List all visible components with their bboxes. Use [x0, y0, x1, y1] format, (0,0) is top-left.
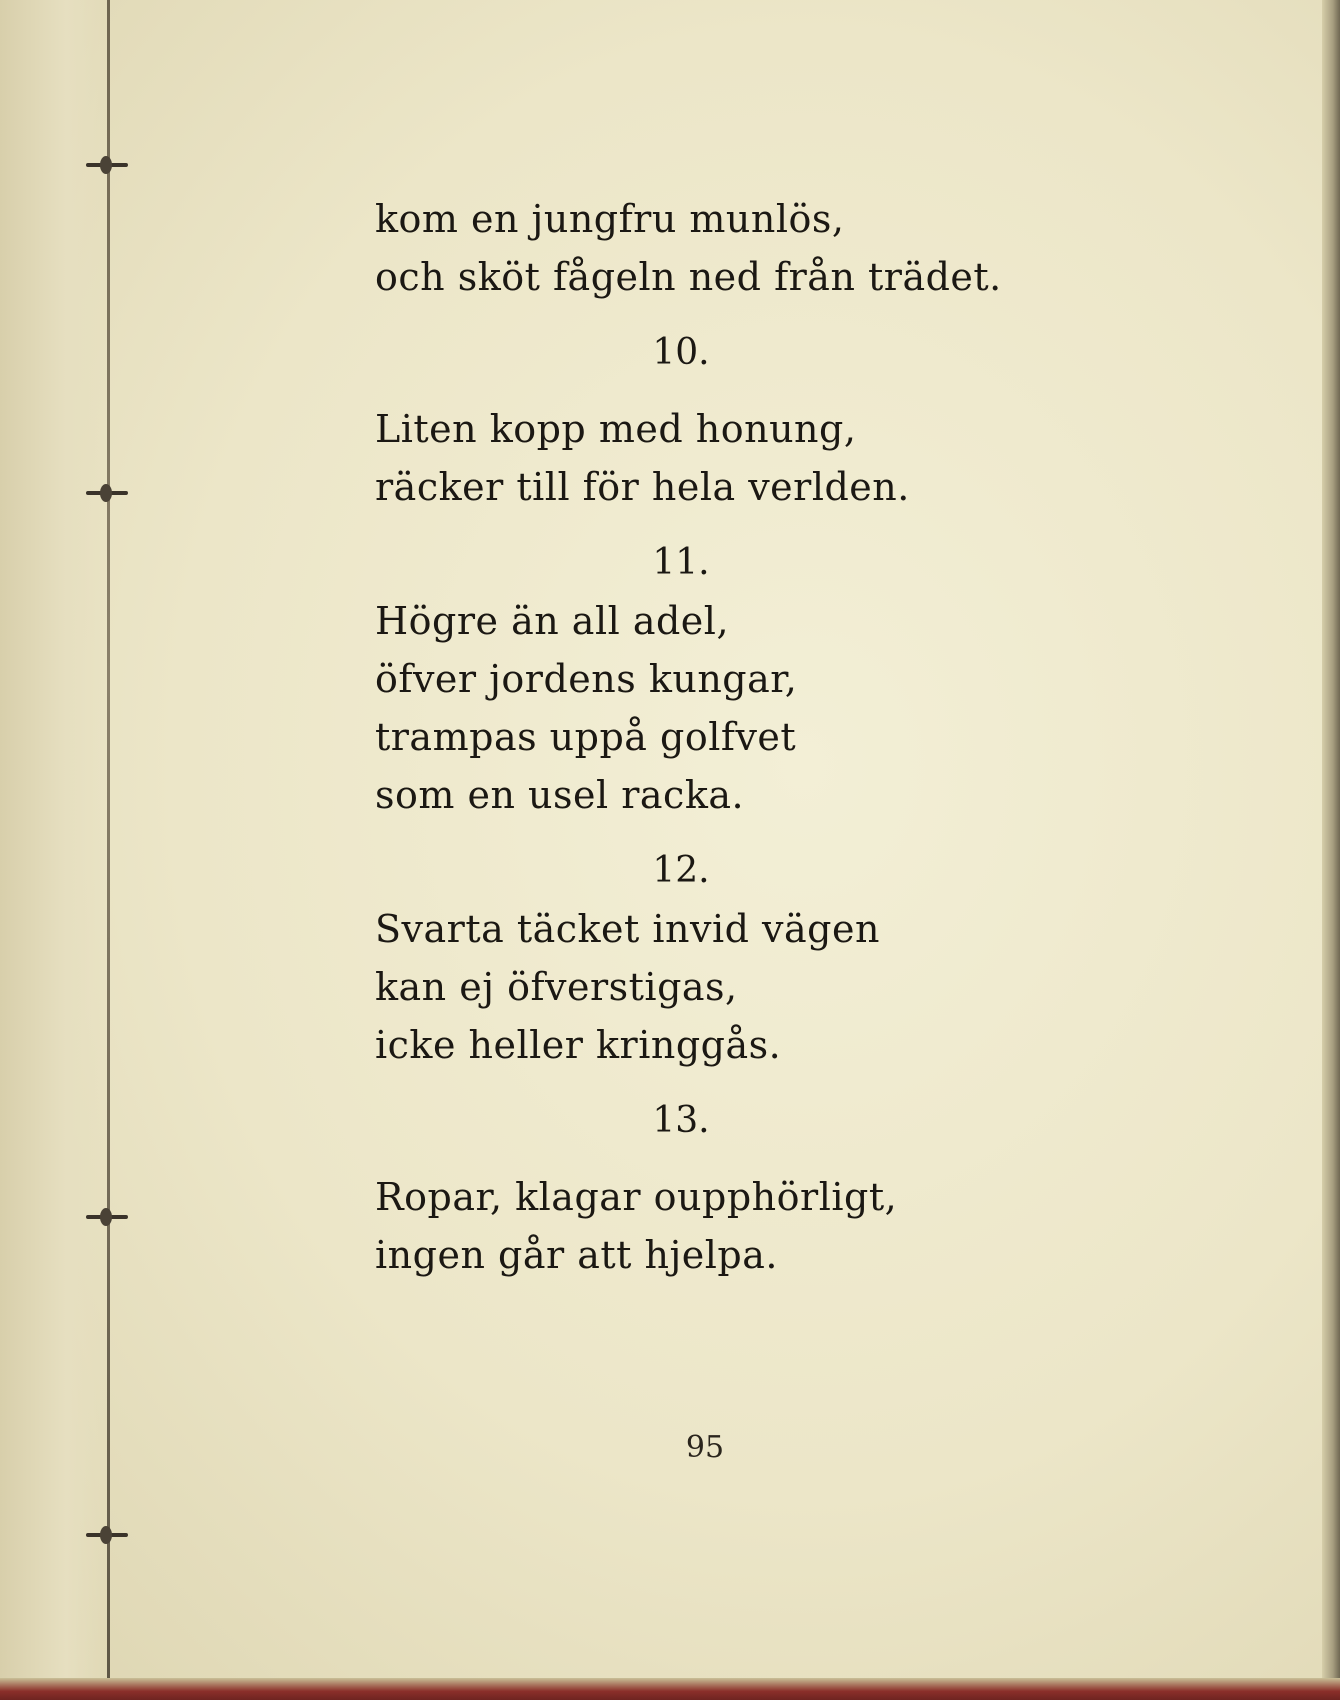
riddle-number: 13.	[652, 1100, 710, 1141]
binding-stitch	[86, 488, 128, 498]
verse-line: Svarta täcket invid vägen	[375, 907, 880, 951]
riddle-number: 11.	[652, 542, 710, 583]
binding-stitch	[86, 1530, 128, 1540]
book-cover-edge	[0, 1678, 1340, 1700]
verse-line: kom en jungfru munlös,	[375, 197, 845, 241]
verse-line: Ropar, klagar oupphörligt,	[375, 1175, 898, 1219]
page-gutter-shadow	[0, 0, 110, 1700]
binding-stitch	[86, 1212, 128, 1222]
riddle-number: 12.	[652, 850, 710, 891]
riddle-number: 10.	[652, 332, 710, 373]
verse-line: ingen går att hjelpa.	[375, 1233, 778, 1277]
verse-line: icke heller kringgås.	[375, 1023, 782, 1067]
verse-line: Högre än all adel,	[375, 599, 730, 643]
binding-thread	[107, 0, 110, 1700]
verse-line: räcker till för hela verlden.	[375, 465, 910, 509]
poem-text	[375, 190, 1035, 1284]
verse-line: öfver jordens kungar,	[375, 657, 798, 701]
verse-line: och sköt fågeln ned från trädet.	[375, 255, 1002, 299]
page-number: 95	[685, 1430, 725, 1465]
verse-line: Liten kopp med honung,	[375, 407, 857, 451]
verse-line: kan ej öfverstigas,	[375, 965, 738, 1009]
binding-stitch	[86, 160, 128, 170]
verse-line: trampas uppå golfvet	[375, 715, 797, 759]
verse-line: som en usel racka.	[375, 773, 745, 817]
page-right-edge	[1322, 0, 1340, 1700]
